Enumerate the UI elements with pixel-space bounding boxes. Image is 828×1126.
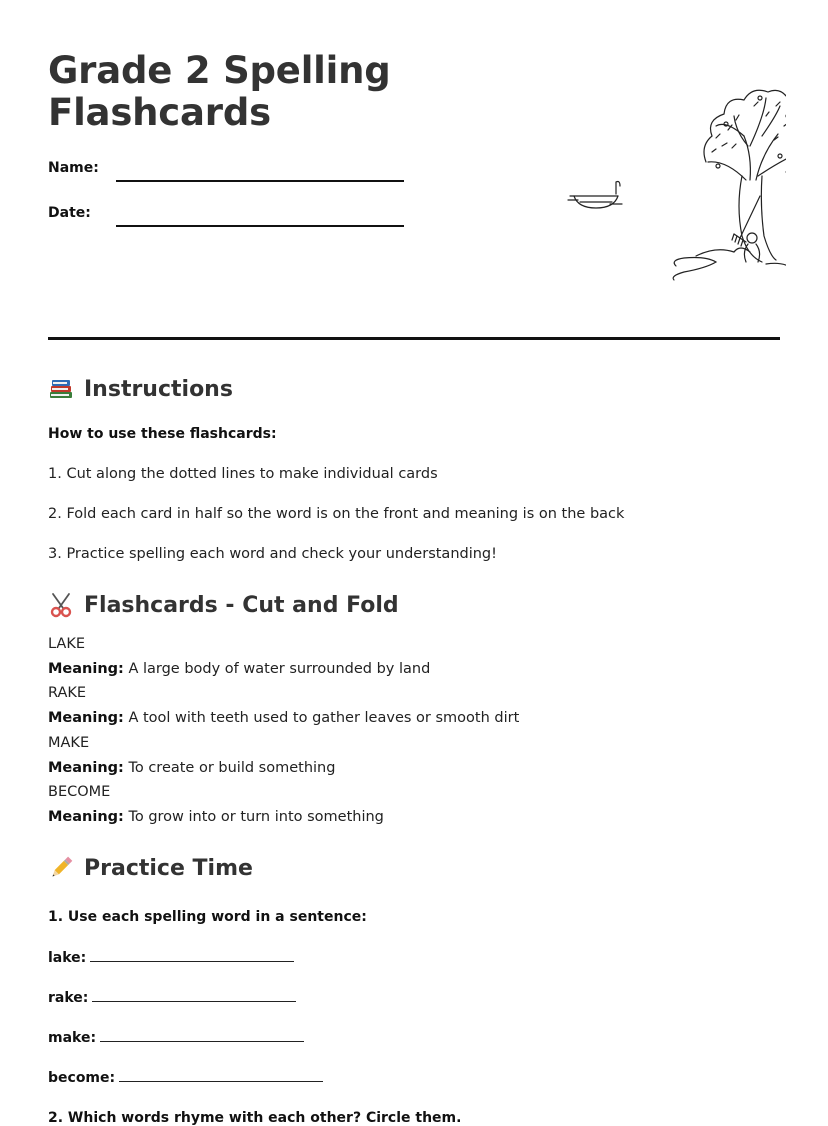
instructions-subheading: How to use these flashcards: (48, 426, 277, 442)
sentence-prompt-label: lake: (48, 950, 87, 966)
sentence-prompt-label: rake: (48, 990, 89, 1006)
sentence-answer-line[interactable] (90, 949, 294, 962)
practice-heading (48, 855, 253, 881)
header-divider (48, 337, 780, 340)
flashcard-meaning (48, 661, 430, 677)
instructions-heading-text: Instructions (84, 376, 233, 402)
sentence-prompt-label: make: (48, 1030, 97, 1046)
meaning-label: Meaning: (48, 809, 124, 825)
practice-question-2: 2. Which words rhyme with each other? Circle them. (48, 1110, 462, 1126)
sentence-prompt (48, 1029, 304, 1046)
page-title: Grade 2 Spelling Flashcards (48, 49, 391, 134)
flashcard-word: BECOME (48, 784, 111, 800)
meaning-text: To create or build something (128, 760, 336, 776)
instruction-step: 3. Practice spelling each word and check your understanding! (48, 546, 497, 562)
flashcards-heading (48, 592, 399, 618)
name-field[interactable] (116, 180, 404, 182)
flashcard-meaning (48, 710, 519, 726)
meaning-text: A tool with teeth used to gather leaves or smooth dirt (128, 710, 520, 726)
sentence-answer-line[interactable] (119, 1069, 323, 1082)
instruction-step: 1. Cut along the dotted lines to make individual cards (48, 466, 438, 482)
flashcards-heading-text: Flashcards - Cut and Fold (84, 592, 399, 618)
meaning-label: Meaning: (48, 710, 124, 726)
books-icon (48, 376, 76, 402)
flashcard-word: MAKE (48, 735, 90, 751)
name-label: Name: (48, 160, 99, 176)
tree-illustration (566, 76, 786, 286)
flashcard-meaning (48, 809, 384, 825)
sentence-prompt (48, 989, 296, 1006)
practice-question-1: 1. Use each spelling word in a sentence: (48, 909, 367, 925)
flashcard-meaning (48, 760, 335, 776)
meaning-label: Meaning: (48, 760, 124, 776)
sentence-prompt-label: become: (48, 1070, 116, 1086)
sentence-prompt (48, 1069, 323, 1086)
flashcard-word: RAKE (48, 685, 87, 701)
date-field[interactable] (116, 225, 404, 227)
date-label: Date: (48, 205, 91, 221)
meaning-text: To grow into or turn into something (128, 809, 384, 825)
pencil-icon (48, 855, 76, 881)
meaning-text: A large body of water surrounded by land (128, 661, 431, 677)
scissors-icon (48, 592, 76, 618)
practice-heading-text: Practice Time (84, 855, 253, 881)
sentence-answer-line[interactable] (92, 989, 296, 1002)
sentence-prompt (48, 949, 294, 966)
flashcard-word: LAKE (48, 636, 86, 652)
meaning-label: Meaning: (48, 661, 124, 677)
instructions-heading (48, 376, 233, 402)
sentence-answer-line[interactable] (100, 1029, 304, 1042)
instruction-step: 2. Fold each card in half so the word is on the front and meaning is on the back (48, 506, 625, 522)
